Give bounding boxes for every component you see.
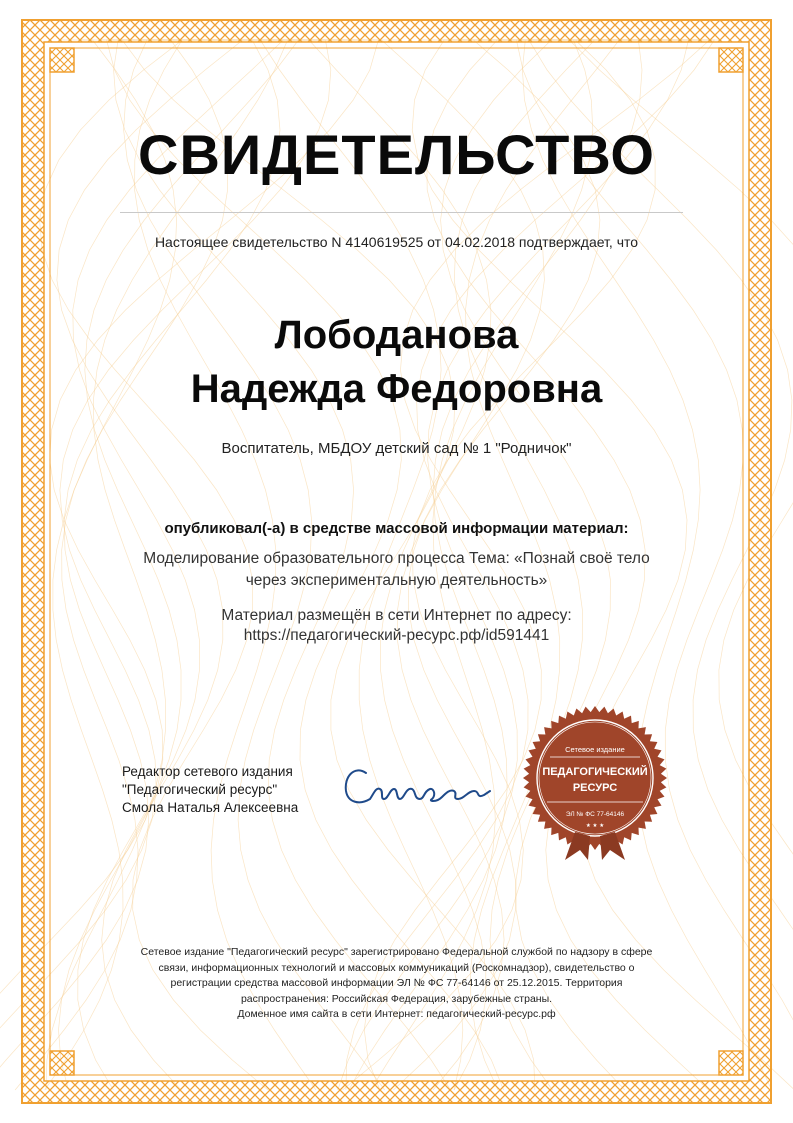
material-title-line1: Моделирование образовательного процесса Тема: «Познай своё тело (143, 550, 650, 567)
seal-registration: ЭЛ № ФС 77-64146 (565, 811, 625, 818)
certificate-confirmation: Настоящее свидетельство N 4140619525 от 04.02.2018 подтверждает, что (154, 234, 639, 250)
footer-line: распространения: Российская Федерация, зарубежные страны. (240, 992, 553, 1005)
recipient-given-names: Надежда Федоровна (190, 367, 603, 411)
material-url: https://педагогический-ресурс.рф/id591441 (243, 627, 550, 644)
address-label: Материал размещён в сети Интернет по адресу: (221, 607, 572, 624)
footer-line: Доменное имя сайта в сети Интернет: педагогический-ресурс.рф (237, 1008, 556, 1020)
seal-top-text: Сетевое издание (565, 745, 625, 754)
seal-stars: ★ ★ ★ (585, 823, 605, 829)
footer-legal-text (115, 945, 678, 1023)
footer-line: регистрации средства массовой информации ЭЛ № ФС 77-64146 от 25.12.2015. Территория (170, 977, 623, 989)
certificate-title: СВИДЕТЕЛЬСТВО (138, 123, 655, 186)
editor-name: Смола Наталья Алексеевна (122, 800, 299, 815)
recipient-surname: Лободанова (274, 313, 519, 357)
editor-role: Редактор сетевого издания (122, 764, 293, 779)
recipient-position: Воспитатель, МБДОУ детский сад № 1 "Родничок" (221, 440, 572, 457)
seal-title-line1: ПЕДАГОГИЧЕСКИЙ (542, 766, 648, 778)
footer-line: Сетевое издание "Педагогический ресурс" зарегистрировано Федеральной службой по надзору в сфере (140, 946, 653, 958)
published-label: опубликовал(-а) в средстве массовой информации материал: (164, 520, 629, 537)
publisher-seal (520, 700, 670, 865)
editor-block (122, 763, 332, 817)
seal-title-line2: РЕСУРС (572, 782, 618, 794)
material-title-line2: через экспериментальную деятельность» (245, 572, 548, 589)
editor-publication: "Педагогический ресурс" (122, 782, 278, 797)
footer-line: связи, информационных технологий и массовых коммуникаций (Роскомнадзор), свидетельство о (158, 961, 635, 974)
editor-signature (340, 755, 500, 815)
material-title (120, 548, 673, 592)
title-divider (120, 212, 683, 213)
recipient-name (0, 308, 793, 416)
